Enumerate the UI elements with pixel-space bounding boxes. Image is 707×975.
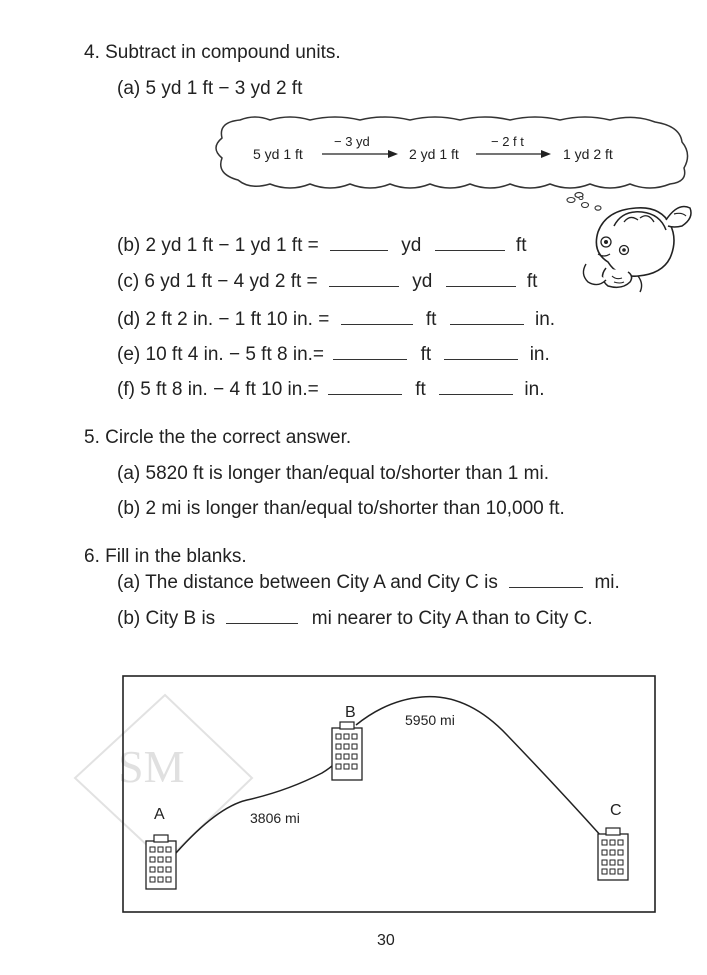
q4c-unit-2: ft [526, 271, 538, 292]
q6b-text: (b) City B is [117, 608, 216, 629]
q4d-text: (d) 2 ft 2 in. − 1 ft 10 in. = [117, 309, 330, 330]
q4c-blank-2[interactable] [446, 270, 516, 287]
q4c-unit-1: yd [412, 271, 433, 292]
bubble-step-2: 2 yd 1 ft [409, 146, 459, 162]
q5b-text[interactable]: (b) 2 mi is longer than/equal to/shorter than 10,000 ft. [117, 498, 565, 519]
q4b-row [117, 234, 526, 257]
q4c-blank-1[interactable] [329, 270, 399, 287]
q4b-text: (b) 2 yd 1 ft − 1 yd 1 ft = [117, 235, 319, 256]
q6a-unit: mi. [594, 572, 620, 593]
q6b-row [117, 607, 593, 630]
q4d-unit-1: ft [425, 309, 437, 330]
bubble-step-3: 1 yd 2 ft [563, 146, 613, 162]
q4f-row [117, 378, 544, 401]
q4f-text: (f) 5 ft 8 in. − 4 ft 10 in.= [117, 379, 319, 400]
q4d-row [117, 308, 555, 331]
q4e-blank-1[interactable] [333, 343, 407, 360]
q4d-unit-2: in. [534, 309, 556, 330]
q5a-text[interactable]: (a) 5820 ft is longer than/equal to/shorter than 1 mi. [117, 463, 549, 484]
q4e-unit-1: ft [420, 344, 432, 365]
road-b-c [356, 697, 602, 837]
building-c-icon [598, 828, 628, 880]
q4b-unit-2: ft [515, 235, 527, 256]
bubble-step-1: 5 yd 1 ft [253, 146, 303, 162]
bubble-arrow-2-label: − 2 f t [491, 134, 524, 149]
watermark-text: SM [118, 741, 185, 792]
q6b-text-post: mi nearer to City A than to City C. [311, 608, 593, 629]
bubble-arrow-1-label: − 3 yd [334, 134, 370, 149]
q4e-unit-2: in. [529, 344, 550, 365]
city-a-label: A [154, 806, 165, 823]
q4f-unit-2: in. [524, 379, 545, 400]
q4c-row [117, 270, 537, 293]
road-a-b [176, 745, 347, 853]
q4d-blank-1[interactable] [341, 308, 413, 325]
q6a-row [117, 571, 620, 594]
q6a-blank[interactable] [509, 571, 583, 588]
q6b-blank[interactable] [226, 607, 298, 624]
q4f-blank-2[interactable] [439, 378, 513, 395]
city-map [122, 675, 658, 915]
q4b-blank-1[interactable] [330, 234, 388, 251]
page-number: 30 [377, 932, 395, 949]
q4f-unit-1: ft [415, 379, 426, 400]
city-c-label: C [610, 802, 622, 819]
q4e-blank-2[interactable] [444, 343, 518, 360]
q4e-row [117, 343, 550, 366]
q4d-blank-2[interactable] [450, 308, 524, 325]
q4a-text: (a) 5 yd 1 ft − 3 yd 2 ft [117, 78, 303, 99]
q4c-text: (c) 6 yd 1 ft − 4 yd 2 ft = [117, 271, 318, 292]
city-b-label: B [345, 704, 356, 721]
q4f-blank-1[interactable] [328, 378, 402, 395]
q4b-blank-2[interactable] [435, 234, 505, 251]
q4e-text: (e) 10 ft 4 in. − 5 ft 8 in.= [117, 344, 325, 365]
q4-header: 4. Subtract in compound units. [84, 42, 341, 63]
building-b-icon [332, 722, 362, 780]
building-a-icon [146, 835, 176, 889]
girl-thinking-icon [578, 192, 696, 302]
distance-bc-label: 5950 mi [405, 712, 455, 728]
distance-ab-label: 3806 mi [250, 810, 300, 826]
q6-header: 6. Fill in the blanks. [84, 546, 247, 567]
q5-header: 5. Circle the the correct answer. [84, 427, 352, 448]
q4b-unit-1: yd [401, 235, 422, 256]
q6a-text: (a) The distance between City A and City C is [117, 572, 498, 593]
